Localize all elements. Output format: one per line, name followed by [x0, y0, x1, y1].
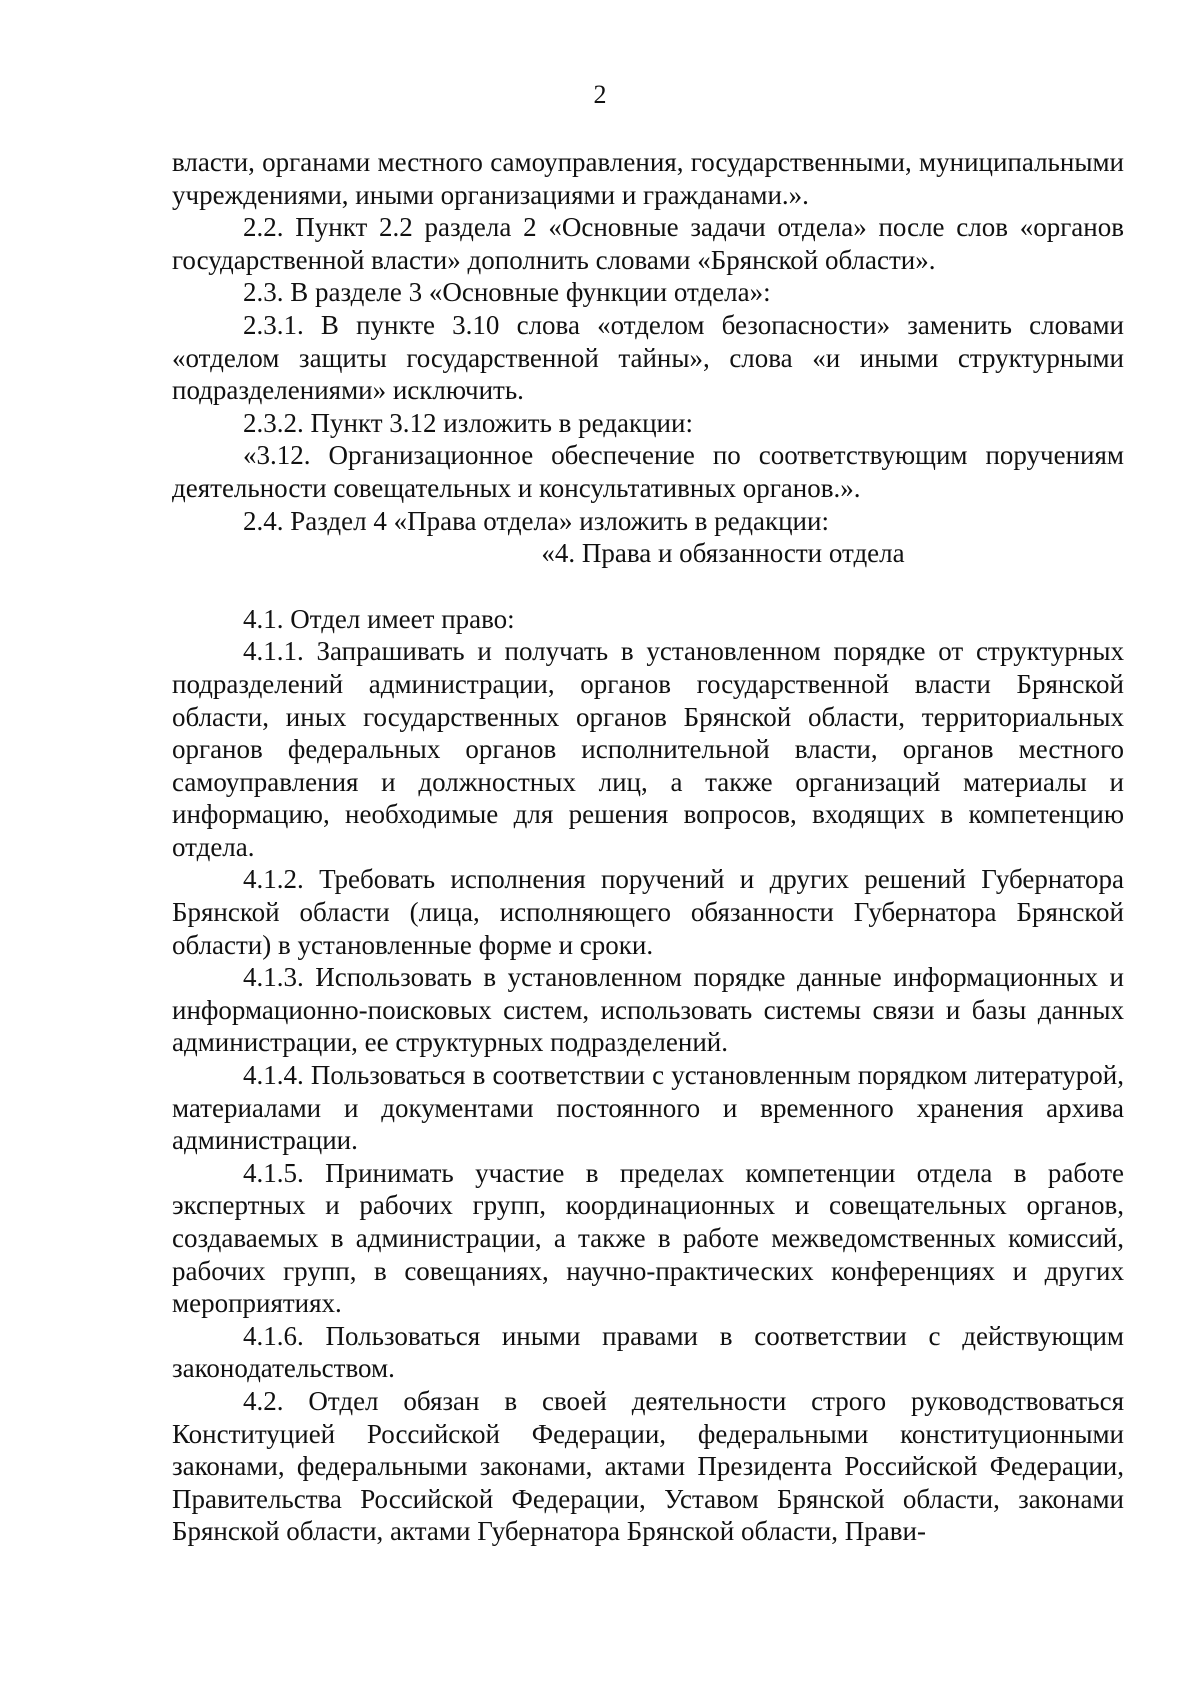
- paragraph-4-1-5: 4.1.5. Принимать участие в пределах компетенции отдела в работе экспертных и рабочих групп, координационных и совещательных органов, создаваемых в администрации, а также в работе межведомственных комиссий, рабочих групп, в совещаниях, научно-практических конференциях и других мероприятиях.: [172, 1157, 1124, 1319]
- paragraph-2-3: 2.3. В разделе 3 «Основные функции отдела»:: [243, 277, 771, 308]
- section-spacer: [172, 570, 1124, 603]
- paragraph-3-12-quote: «3.12. Организационное обеспечение по соответствующим поручениям деятельности совещательных и консультативных органов.».: [172, 440, 1124, 503]
- paragraph-2-4: 2.4. Раздел 4 «Права отдела» изложить в редакции:: [243, 505, 829, 536]
- paragraph-4-1-4: 4.1.4. Пользоваться в соответствии с установленным порядком литературой, материалами и документами постоянного и временного хранения архива администрации.: [172, 1060, 1124, 1156]
- paragraph-4-2: 4.2. Отдел обязан в своей деятельности строго руководствоваться Конституцией Российской Федерации, федеральными конституционными законами, федеральными законами, актами Президента Российской Федерации, Правительства Российской Федерации, Уставом Брянской области, законами Брянской области, актами Губернатора Брянской области, Прави-: [172, 1385, 1124, 1547]
- paragraph-4-1-6: 4.1.6. Пользоваться иными правами в соответствии с действующим законодательством.: [172, 1320, 1124, 1384]
- paragraph-2-3-1: 2.3.1. В пункте 3.10 слова «отделом безопасности» заменить словами «отделом защиты государственной тайны», слова «и иными структурными подразделениями» исключить.: [172, 309, 1124, 406]
- paragraph-4-1-1: 4.1.1. Запрашивать и получать в установленном порядке от структурных подразделений администрации, органов государственной власти Брянской области, иных государственных органов Брянской области, территориальных органов федеральных органов исполнительной власти, органов местного самоуправления и должностных лиц, а также организаций материалы и информацию, необходимые для решения вопросов, входящих в компетенцию отдела.: [172, 636, 1124, 862]
- paragraph-4-1: 4.1. Отдел имеет право:: [243, 603, 515, 634]
- paragraph-2-3-2: 2.3.2. Пункт 3.12 изложить в редакции:: [243, 407, 693, 438]
- section-heading: «4. Права и обязанности отдела: [541, 538, 905, 569]
- paragraph-2-2: 2.2. Пункт 2.2 раздела 2 «Основные задачи отдела» после слов «органов государственной власти» дополнить словами «Брянской области».: [172, 212, 1124, 275]
- paragraph-4-1-2: 4.1.2. Требовать исполнения поручений и других решений Губернатора Брянской области (лица, исполняющего обязанности Губернатора Брянской области) в установленные форме и сроки.: [172, 864, 1124, 960]
- page-number: 2: [593, 80, 607, 109]
- paragraph-continuation: власти, органами местного самоуправления, государственными, муниципальными учреждениями, иными организациями и гражданами.».: [172, 147, 1124, 210]
- paragraph-4-1-3: 4.1.3. Использовать в установленном порядке данные информационных и информационно-поисковых систем, использовать системы связи и базы данных администрации, ее структурных подразделений.: [172, 962, 1124, 1058]
- document-body: [172, 146, 1124, 1548]
